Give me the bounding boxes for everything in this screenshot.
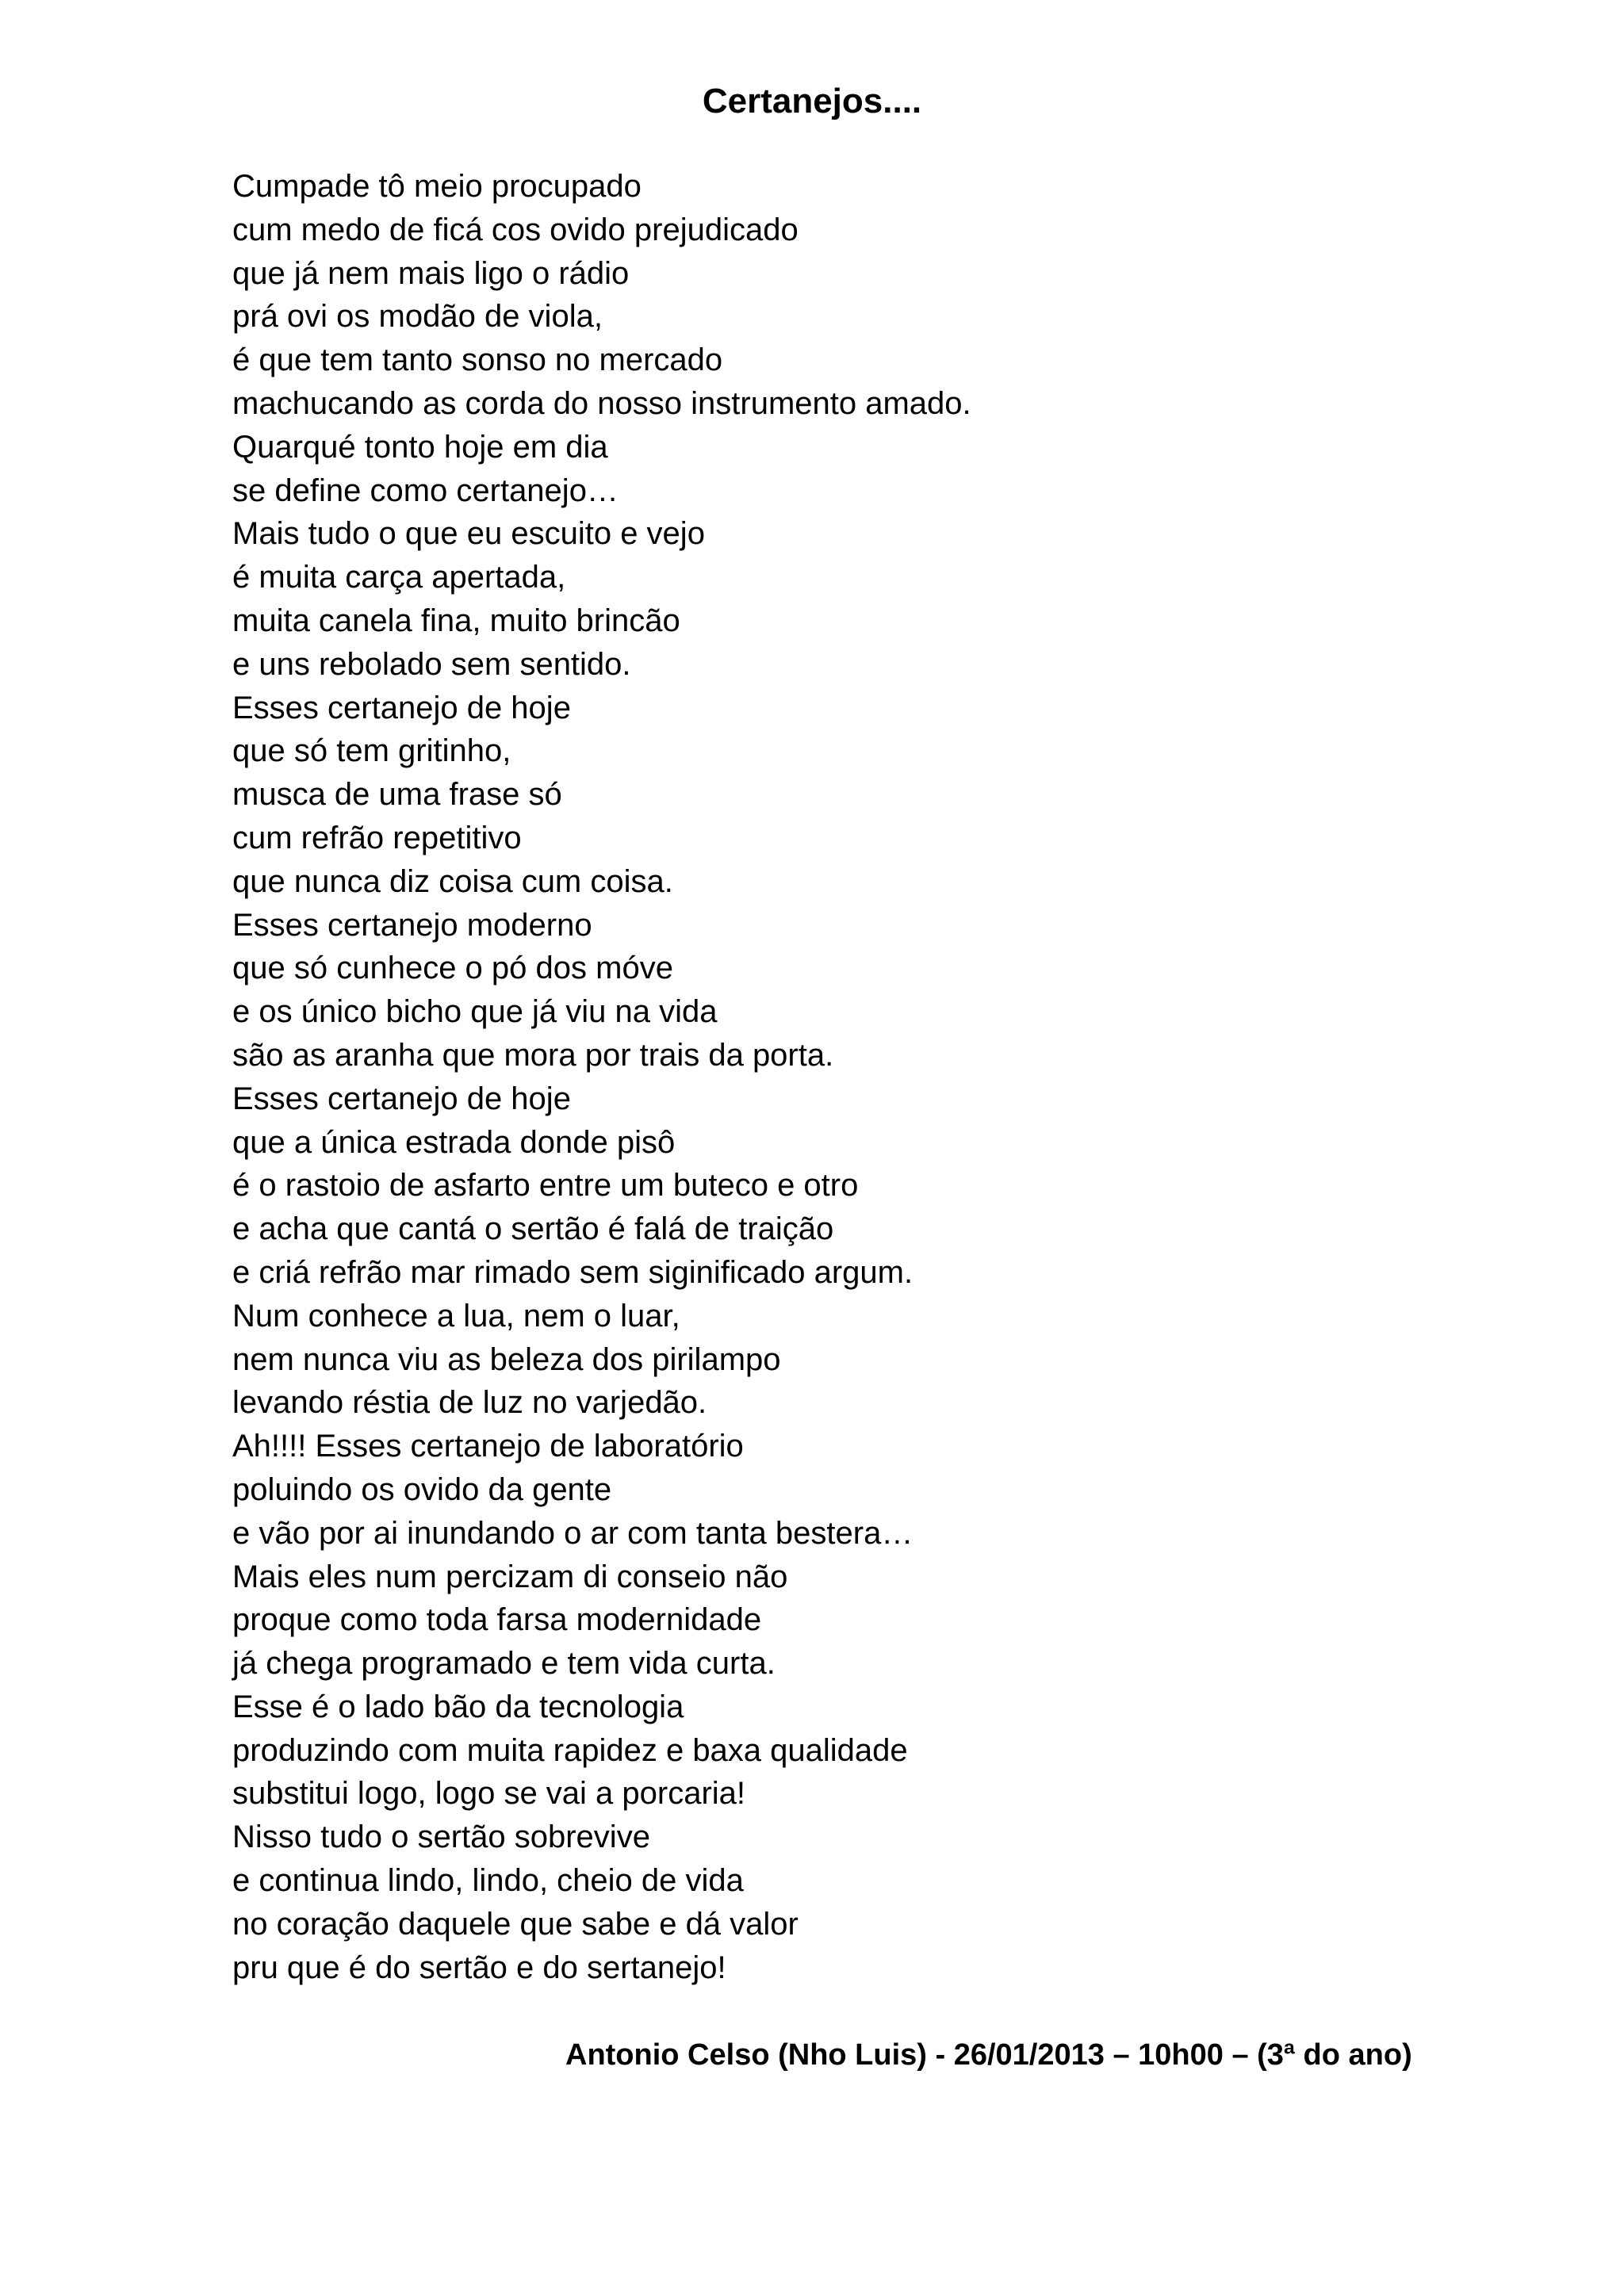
poem-line: que só cunhece o pó dos móve <box>232 951 673 986</box>
poem-line: no coração daquele que sabe e dá valor <box>232 1906 799 1942</box>
poem-line: musca de uma frase só <box>232 777 562 813</box>
poem-line: Esses certanejo de hoje <box>232 690 571 725</box>
poem-line: e uns rebolado sem sentido. <box>232 646 631 682</box>
poem-title: Certanejos.... <box>702 82 922 121</box>
poem-line: que só tem gritinho, <box>232 733 511 769</box>
poem-line: e vão por ai inundando o ar com tanta bestera… <box>232 1515 914 1551</box>
poem-line: é muita carça apertada, <box>232 560 566 595</box>
poem-line: nem nunca viu as beleza dos pirilampo <box>232 1341 781 1377</box>
author-signature: Antonio Celso (Nho Luis) - 26/01/2013 – 10h00 – (3ª do ano) <box>565 2038 1412 2072</box>
poem-line: Esses certanejo moderno <box>232 907 592 943</box>
poem-line: muita canela fina, muito brincão <box>232 603 680 638</box>
poem-line: produzindo com muita rapidez e baxa qualidade <box>232 1732 908 1768</box>
poem-line: Quarqué tonto hoje em dia <box>232 429 608 465</box>
poem-line: machucando as corda do nosso instrumento amado. <box>232 385 971 421</box>
poem-line: pru que é do sertão e do sertanejo! <box>232 1950 726 1985</box>
poem-line: é o rastoio de asfarto entre um buteco e otro <box>232 1168 859 1203</box>
poem-line: Mais eles num percizam di conseio não <box>232 1559 788 1594</box>
poem-line: Ah!!!! Esses certanejo de laboratório <box>232 1429 744 1464</box>
poem-line: cum medo de ficá cos ovido prejudicado <box>232 212 799 247</box>
poem-line: e continua lindo, lindo, cheio de vida <box>232 1863 744 1899</box>
poem-line: Esse é o lado bão da tecnologia <box>232 1689 684 1724</box>
poem-line: levando réstia de luz no varjedão. <box>232 1385 707 1421</box>
poem-line: que nunca diz coisa cum coisa. <box>232 863 673 899</box>
poem-line: é que tem tanto sonso no mercado <box>232 342 723 378</box>
poem-line: Mais tudo o que eu escuito e vejo <box>232 516 705 552</box>
poem-line: substitui logo, logo se vai a porcaria! <box>232 1776 746 1812</box>
poem-line: que já nem mais ligo o rádio <box>232 255 630 291</box>
poem-line: se define como certanejo… <box>232 473 619 508</box>
poem-line: cum refrão repetitivo <box>232 820 522 855</box>
poem-line: que a única estrada donde pisô <box>232 1124 676 1160</box>
poem-line: Nisso tudo o sertão sobrevive <box>232 1820 650 1855</box>
poem-line: são as aranha que mora por trais da porta. <box>232 1037 834 1073</box>
poem-line: e acha que cantá o sertão é falá de traição <box>232 1211 834 1247</box>
poem-line: poluindo os ovido da gente <box>232 1471 612 1507</box>
poem-line: Esses certanejo de hoje <box>232 1081 571 1116</box>
poem-line: Num conhece a lua, nem o luar, <box>232 1298 680 1334</box>
poem-line: prá ovi os modão de viola, <box>232 299 603 335</box>
poem-line: proque como toda farsa modernidade <box>232 1602 762 1638</box>
poem-line: e criá refrão mar rimado sem siginificado argum. <box>232 1254 914 1290</box>
poem-line: e os único bicho que já viu na vida <box>232 994 718 1030</box>
poem-line: já chega programado e tem vida curta. <box>232 1646 776 1682</box>
poem-line: Cumpade tô meio procupado <box>232 169 642 204</box>
poem-body <box>232 165 1422 1989</box>
